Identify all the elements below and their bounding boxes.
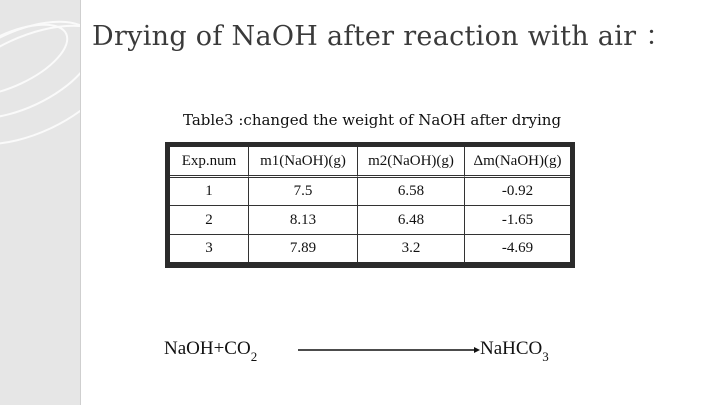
table-cell: 1 bbox=[170, 178, 249, 206]
table-cell: 6.48 bbox=[358, 206, 465, 234]
column-header-delta-m: Δm(NaOH)(g) bbox=[465, 147, 570, 178]
table-cell: 8.13 bbox=[249, 206, 358, 234]
column-header-exp-num: Exp.num bbox=[170, 147, 249, 178]
reactants-text: NaOH+CO bbox=[164, 338, 251, 359]
table-cell: -4.69 bbox=[501, 239, 534, 256]
table-cell: 3.2 bbox=[358, 235, 465, 262]
products-subscript: 3 bbox=[542, 349, 549, 364]
table-cell: -0.92 bbox=[465, 178, 570, 206]
reaction-arrow bbox=[298, 346, 480, 354]
table-cell: 3 bbox=[170, 235, 249, 262]
table-row bbox=[170, 178, 570, 206]
data-table bbox=[170, 147, 570, 262]
table-header-row bbox=[170, 147, 570, 178]
table-cell: 2 bbox=[170, 206, 249, 234]
table-cell: -1.65 bbox=[465, 206, 570, 234]
data-table-frame bbox=[165, 142, 575, 268]
table-row bbox=[170, 235, 570, 262]
table-cell: 6.58 bbox=[358, 178, 465, 206]
table-caption: Table3 :changed the weight of NaOH after drying bbox=[183, 111, 562, 129]
table-row bbox=[170, 206, 570, 234]
equation-products bbox=[480, 338, 549, 364]
reactants-subscript: 2 bbox=[250, 349, 258, 364]
slide-title: Drying of NaOH after reaction with air ： bbox=[92, 21, 673, 52]
equation-reactants bbox=[164, 338, 258, 364]
table-cell: 7.89 bbox=[249, 235, 358, 262]
column-header-m1: m1(NaOH)(g) bbox=[249, 147, 358, 178]
decorative-sidebar bbox=[0, 0, 81, 405]
decorative-swirl bbox=[0, 0, 80, 405]
products-text: NaHCO bbox=[480, 338, 543, 359]
table-cell: 7.5 bbox=[249, 178, 358, 206]
column-header-m2: m2(NaOH)(g) bbox=[358, 147, 465, 178]
